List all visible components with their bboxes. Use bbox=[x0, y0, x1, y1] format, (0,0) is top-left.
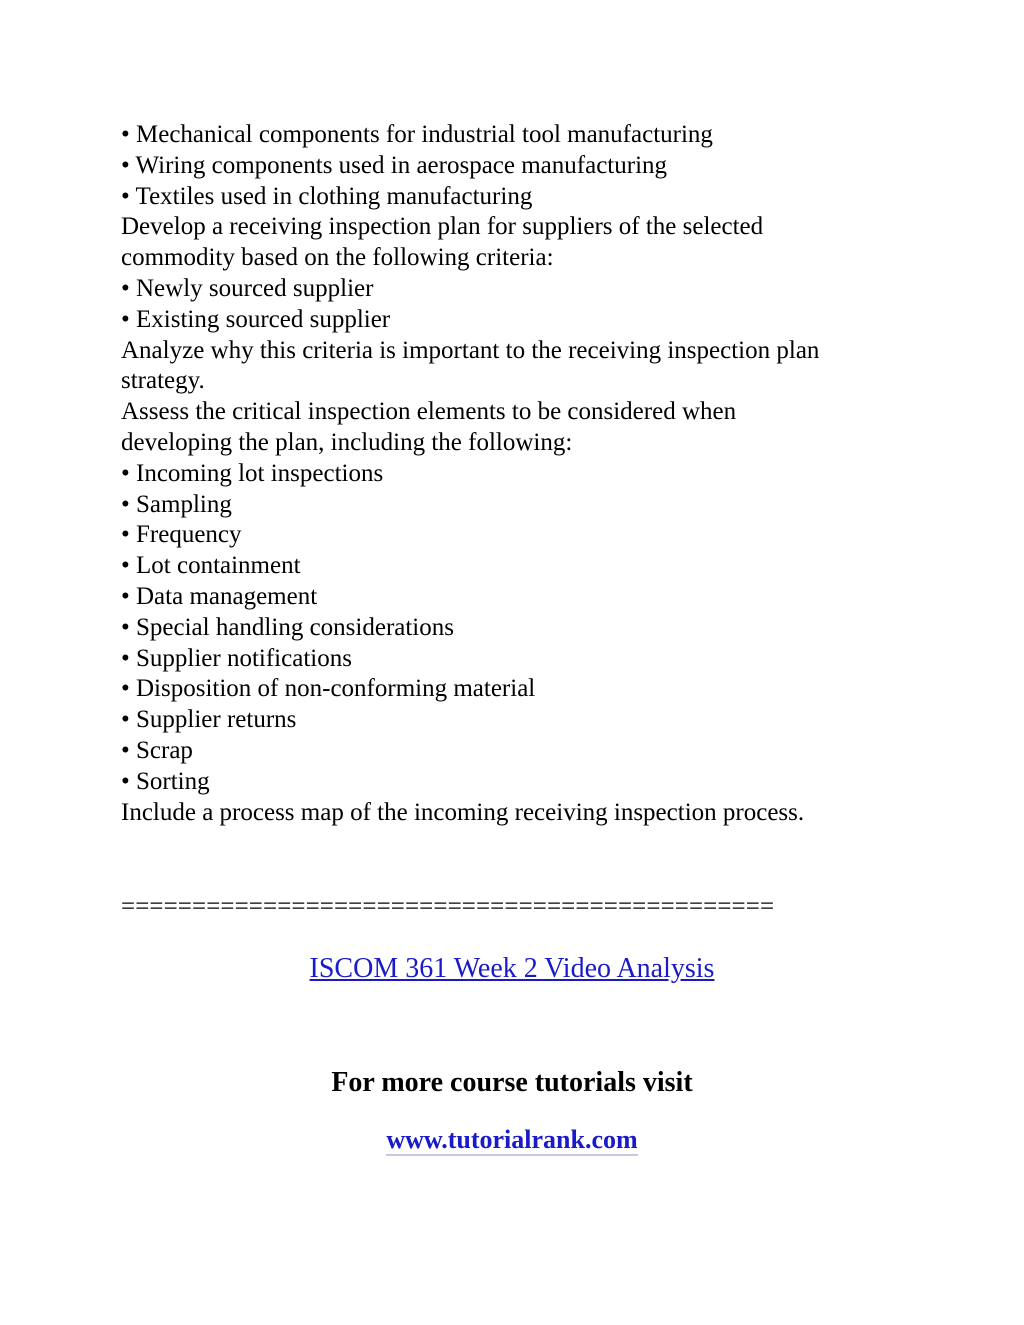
bullet-item: • Textiles used in clothing manufacturing bbox=[121, 182, 533, 210]
link-title-container bbox=[0, 951, 1024, 987]
bullet-item: • Supplier notifications bbox=[121, 644, 352, 672]
bullet-item: • Supplier returns bbox=[121, 706, 297, 734]
bullet-item: • Incoming lot inspections bbox=[121, 459, 384, 487]
bullet-item: • Mechanical components for industrial tool manufacturing bbox=[121, 121, 713, 148]
course-title-link[interactable]: ISCOM 361 Week 2 Video Analysis bbox=[309, 953, 715, 984]
paragraph-line: Assess the critical inspection elements to be considered when bbox=[121, 398, 737, 426]
bullet-item: • Lot containment bbox=[121, 552, 301, 580]
bullet-item: • Existing sourced supplier bbox=[121, 305, 391, 333]
bullet-item: • Disposition of non-conforming material bbox=[121, 675, 536, 703]
paragraph-line: developing the plan, including the following: bbox=[121, 428, 573, 456]
bullet-item: • Sampling bbox=[121, 490, 232, 518]
promo-link-container bbox=[0, 1123, 1024, 1157]
paragraph-line: Include a process map of the incoming receiving inspection process. bbox=[121, 798, 805, 826]
paragraph-line: Develop a receiving inspection plan for suppliers of the selected bbox=[121, 213, 764, 241]
bullet-item: • Wiring components used in aerospace manufacturing bbox=[121, 151, 668, 179]
bullet-item: • Special handling considerations bbox=[121, 613, 454, 641]
promo-heading: For more course tutorials visit bbox=[331, 1067, 693, 1098]
paragraph-line: commodity based on the following criteria: bbox=[121, 244, 554, 272]
bullet-item: • Newly sourced supplier bbox=[121, 274, 374, 302]
bullet-item: • Sorting bbox=[121, 767, 210, 795]
paragraph-line: strategy. bbox=[121, 367, 205, 395]
website-link[interactable]: www.tutorialrank.com bbox=[386, 1125, 638, 1154]
bullet-item: • Frequency bbox=[121, 521, 242, 549]
paragraph-line: Analyze why this criteria is important to the receiving inspection plan bbox=[121, 336, 820, 364]
body-text bbox=[121, 120, 921, 828]
bullet-item: • Scrap bbox=[121, 736, 193, 764]
bullet-item: • Data management bbox=[121, 582, 318, 610]
separator-line: ============================================== bbox=[121, 893, 775, 920]
